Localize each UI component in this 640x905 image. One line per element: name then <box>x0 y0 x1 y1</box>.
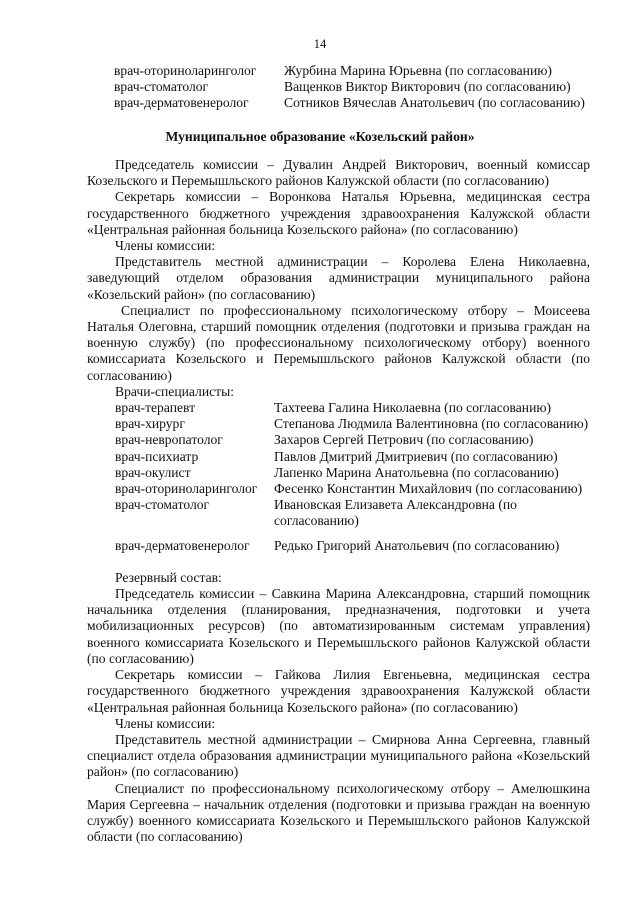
doctor-name: Захаров Сергей Петрович (по согласованию) <box>274 432 534 448</box>
admin-rep-paragraph: Представитель местной администрации – Королева Елена Николаевна, заведующий отделом образования администрации муниципального района «Козельский район» (по согласованию) <box>87 254 590 302</box>
psych-paragraph: Специалист по профессиональному психологическому отбору – Моисеева Наталья Олеговна, старший помощник отделения (подготовки и призыва граждан на военную службу) (по профессиональному психологическому отбору) военного комиссариата Козельского и Перемышльского районов Калужской области (по согласованию) <box>87 302 590 383</box>
document-body <box>87 157 590 845</box>
chairman-paragraph: Председатель комиссии – Дувалин Андрей Викторович, военный комиссар Козельского и Перемышльского районов Калужской области (по согласованию) <box>87 157 590 189</box>
doctor-role: врач-окулист <box>115 464 191 480</box>
members-label: Члены комиссии: <box>115 238 216 254</box>
spacer <box>87 554 590 570</box>
list-item <box>115 449 590 465</box>
reserve-admin-rep-paragraph: Представитель местной администрации – Смирнова Анна Сергеевна, главный специалист отдела образования администрации муниципального района «Козельский район» (по согласованию) <box>87 731 590 780</box>
doctor-name: Фесенко Константин Михайлович (по согласованию) <box>274 481 583 497</box>
doctor-name: Ивановская Елизавета Александровна (по согласованию) <box>274 497 517 529</box>
list-item <box>115 481 590 497</box>
doctor-role: врач-дерматовенеролог <box>115 537 250 553</box>
doctor-role: врач-терапевт <box>115 400 196 416</box>
doctor-role: врач-оториноларинголог <box>114 63 257 78</box>
list-item <box>114 79 594 95</box>
reserve-secretary-paragraph: Секретарь комиссии – Гайкова Лилия Евгеньевна, медицинская сестра государственного бюджетного учреждения здравоохранения Калужской области «Центральная районная больница Козельского района» (по согласованию) <box>87 667 590 715</box>
doctors-list <box>87 400 590 554</box>
doctor-name: Ващенков Виктор Викторович (по согласованию) <box>284 79 571 95</box>
list-item <box>115 497 590 529</box>
doctor-role: врач-стоматолог <box>115 497 210 513</box>
reserve-label: Резервный состав: <box>115 569 222 585</box>
list-item <box>115 432 590 448</box>
doctor-role: врач-стоматолог <box>114 79 209 95</box>
reserve-chairman-paragraph: Председатель комиссии – Савкина Марина Александровна, старший помощник начальника отделения (планирования, предназначения, подготовки и учета мобилизационных ресурсов) (по автоматизированным системам управления) военного комиссариата Козельского и Перемышльского районов Калужской области (по согласованию) <box>87 586 590 666</box>
list-item <box>114 95 594 111</box>
page-number: 14 <box>313 37 327 51</box>
list-item <box>115 538 590 554</box>
doctor-role: врач-оториноларинголог <box>115 481 258 497</box>
doctor-name: Тахтеева Галина Николаевна (по согласованию) <box>274 400 552 416</box>
list-item <box>115 416 590 432</box>
secretary-paragraph: Секретарь комиссии – Воронкова Наталья Юрьевна, медицинская сестра государственного бюджетного учреждения здравоохранения Калужской области «Центральная районная больница Козельского района» (по согласованию) <box>87 189 590 237</box>
doctor-name: Лапенко Марина Анатольевна (по согласованию) <box>274 464 559 480</box>
doctor-name: Павлов Дмитрий Дмитриевич (по согласованию) <box>274 448 558 464</box>
doctor-role: врач-невропатолог <box>115 432 223 448</box>
doctor-role: врач-хирург <box>115 416 185 432</box>
spacer <box>115 530 590 538</box>
doctor-name: Редько Григорий Анатольевич (по согласованию) <box>274 537 560 553</box>
doctor-role: врач-дерматовенеролог <box>114 95 249 111</box>
section-heading: Муниципальное образование «Козельский район» <box>165 129 475 144</box>
reserve-psych-paragraph: Специалист по профессиональному психологическому отбору – Амелюшкина Мария Сергеевна – начальник отделения (подготовки и призыва граждан на военную службу) военного комиссариата Козельского и Перемышльского районов Калужской области (по согласованию) <box>87 780 590 845</box>
doctor-name: Сотников Вячеслав Анатольевич (по согласованию) <box>284 95 585 111</box>
doctor-role: врач-психиатр <box>115 448 199 464</box>
top-doctors-list <box>114 63 594 112</box>
doctor-name: Журбина Марина Юрьевна (по согласованию) <box>284 63 552 78</box>
list-item <box>114 63 594 79</box>
reserve-members-label: Члены комиссии: <box>115 715 216 731</box>
list-item <box>115 400 590 416</box>
doctors-label: Врачи-специалисты: <box>115 383 234 399</box>
list-item <box>115 465 590 481</box>
doctor-name: Степанова Людмила Валентиновна (по согласованию) <box>274 416 589 432</box>
